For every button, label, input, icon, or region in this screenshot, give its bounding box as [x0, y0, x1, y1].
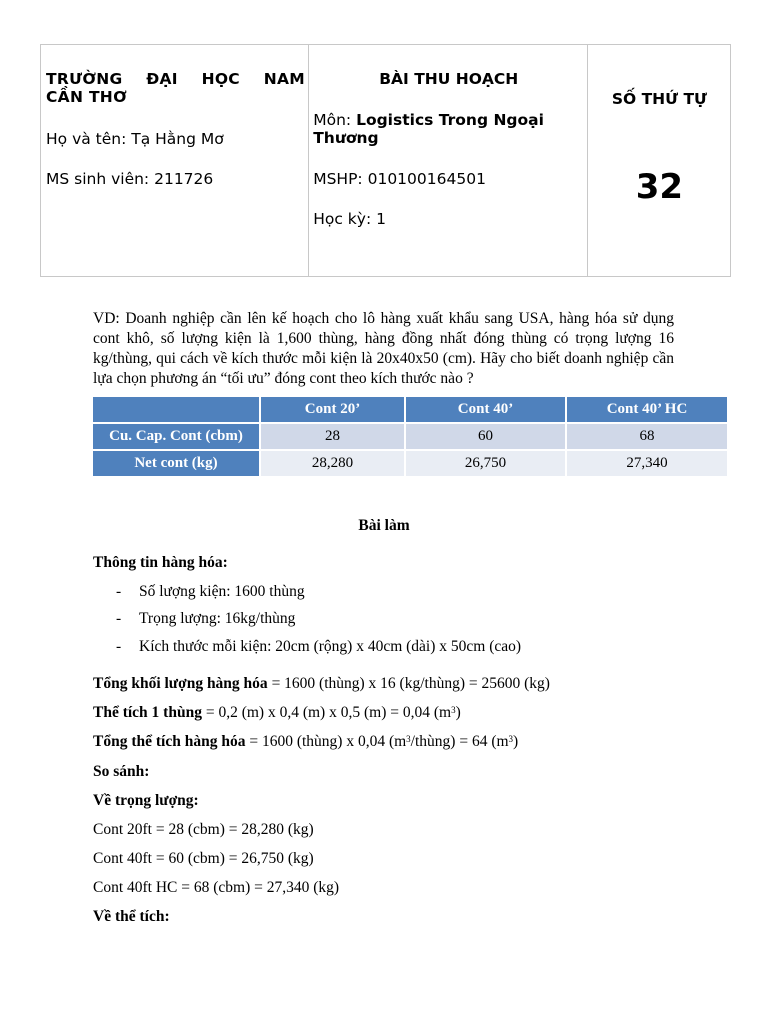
table-cell: 26,750: [406, 449, 565, 476]
semester: Học kỳ: 1: [313, 210, 386, 228]
box-volume-line: Thể tích 1 thùng = 0,2 (m) x 0,4 (m) x 0,5 (m) = 0,04 $(m^3)$: [93, 704, 461, 721]
report-cell: [309, 45, 588, 277]
compare-heading: So sánh:: [93, 763, 150, 780]
list-item: - Kích thước mỗi kiện: 20cm (rộng) x 40cm (dài) x 50cm (cao): [116, 638, 522, 655]
goods-info-heading: Thông tin hàng hóa:: [93, 554, 228, 571]
bullet-dash-icon: -: [116, 610, 122, 627]
school-cell: [41, 45, 309, 277]
subject: Môn: Logistics Trong Ngoại Thương: [313, 111, 544, 147]
order-cell: [588, 45, 731, 277]
weight-heading: Về trọng lượng:: [93, 792, 199, 809]
col-header-cont40: Cont 40’: [406, 397, 565, 422]
list-item: - Số lượng kiện: 1600 thùng: [116, 583, 305, 600]
bullet-dash-icon: -: [116, 583, 122, 600]
comparison-line: Cont 40ft HC = 68 (cbm) = 27,340 (kg): [93, 879, 340, 896]
bullet-dash-icon: -: [116, 638, 122, 655]
table-row: [93, 422, 727, 449]
table-corner: [93, 397, 259, 422]
order-label: SỐ THỨ TỰ: [611, 90, 707, 108]
total-volume-line: Tổng thể tích hàng hóa = 1600 (thùng) x 0,04 $(m^3/thùng) = 64$ $(m^3)$: [93, 733, 519, 750]
total-weight-line: Tổng khối lượng hàng hóa = 1600 (thùng) x 16 (kg/thùng) = 25600 (kg): [93, 675, 550, 692]
order-number: 32: [635, 167, 684, 207]
comparison-line: Cont 40ft = 60 (cbm) = 26,750 (kg): [93, 850, 314, 867]
row-header: Net cont (kg): [93, 449, 259, 476]
table-cell: 60: [406, 422, 565, 449]
volume-heading: Về thể tích:: [93, 908, 170, 925]
table-cell: 28: [261, 422, 404, 449]
problem-statement: VD: Doanh nghiệp cần lên kế hoạch cho lô hàng xuất khẩu sang USA, hàng hóa sử dụng cont khô, số lượng kiện là 1,600 thùng, hàng đồng nhất đóng thùng có trọng lượng 16 kg/thùng, qui cách về kích thước mỗi kiện là 20x40x50 (cm). Hãy cho biết doanh nghiệp cần lựa chọn phương án “tối ưu” đóng cont theo kích thước nào ?: [93, 310, 674, 387]
student-id: MS sinh viên: 211726: [46, 170, 214, 188]
header-table: [40, 44, 731, 277]
col-header-cont20: Cont 20’: [261, 397, 404, 422]
solution-title: Bài làm: [358, 517, 410, 534]
list-item: - Trọng lượng: 16kg/thùng: [116, 610, 296, 627]
comparison-line: Cont 20ft = 28 (cbm) = 28,280 (kg): [93, 821, 314, 838]
school-name: TRƯỜNG ĐẠI HỌC NAM CẦN THƠ: [46, 70, 305, 106]
table-cell: 28,280: [261, 449, 404, 476]
class-code: MSHP: 010100164501: [313, 170, 486, 188]
row-header: Cu. Cap. Cont (cbm): [93, 422, 259, 449]
report-title: BÀI THU HOẠCH: [379, 70, 519, 88]
table-row: [93, 449, 727, 476]
table-cell: 68: [567, 422, 727, 449]
container-table: [91, 397, 729, 476]
student-name: Họ và tên: Tạ Hằng Mơ: [46, 130, 224, 148]
col-header-cont40hc: Cont 40’ HC: [567, 397, 727, 422]
table-cell: 27,340: [567, 449, 727, 476]
